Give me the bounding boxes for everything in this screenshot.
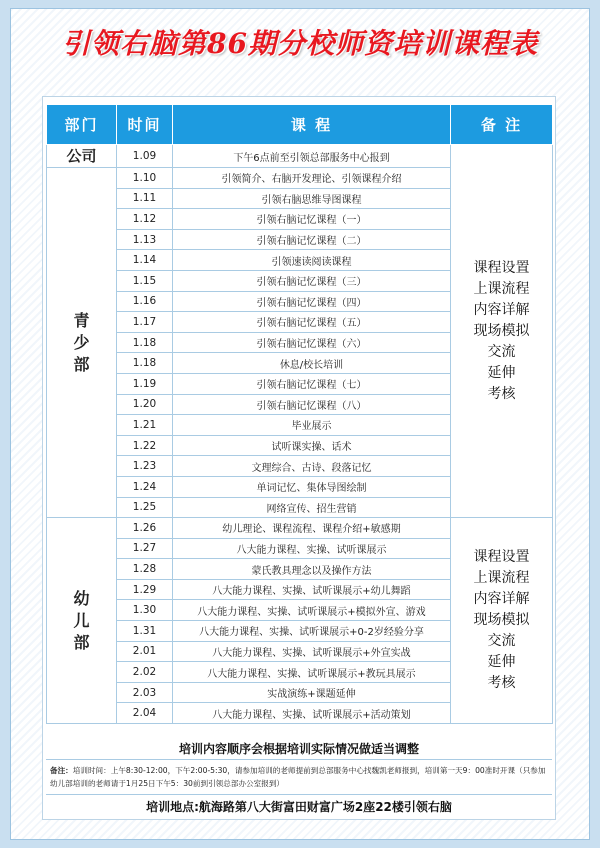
note-line: 考核 bbox=[487, 675, 516, 692]
note-line: 上课流程 bbox=[473, 570, 530, 587]
dept-kids bbox=[47, 518, 117, 724]
row-course: 幼儿理论、课程流程、课程介绍+敏感期 bbox=[173, 518, 451, 539]
note-line: 现场模拟 bbox=[473, 322, 530, 339]
row-course: 引领右脑记忆课程（八） bbox=[173, 394, 451, 415]
schedule-table bbox=[46, 104, 553, 724]
row-date: 1.19 bbox=[117, 373, 173, 394]
venue: 培训地点:航海路第八大街富田财富广场2座22楼引领右脑 bbox=[46, 794, 552, 816]
row-course: 引领右脑记忆课程（七） bbox=[173, 373, 451, 394]
row-course: 休息/校长培训 bbox=[173, 353, 451, 374]
row-course: 蒙氏教具理念以及操作方法 bbox=[173, 559, 451, 580]
row-course: 引领右脑记忆课程（三） bbox=[173, 270, 451, 291]
row-date: 1.18 bbox=[117, 353, 173, 374]
row-date: 1.23 bbox=[117, 456, 173, 477]
dept-char: 部 bbox=[73, 632, 90, 652]
row-course: 实战演练+课题延伸 bbox=[173, 682, 451, 703]
note-line: 现场模拟 bbox=[473, 612, 530, 629]
row-date: 1.27 bbox=[117, 538, 173, 559]
row-course: 八大能力课程、实操、试听课展示+0-2岁经验分享 bbox=[173, 621, 451, 642]
row-course: 引领右脑记忆课程（一） bbox=[173, 209, 451, 230]
row-date: 1.29 bbox=[117, 579, 173, 600]
header-row bbox=[47, 105, 553, 145]
row-course: 八大能力课程、实操、试听课展示+外宣实战 bbox=[173, 641, 451, 662]
remark-text: 培训时间：上午8:30-12:00，下午2:00-5:30，请参加培训的老师提前到总部服务中心找魏凯老师报到，培训第一天9：00准时开课（只参加幼儿部培训的老师请于1月25日下午5：30前到引领总部办公室报到） bbox=[50, 766, 546, 788]
row-course: 引领简介、右脑开发理论、引领课程介绍 bbox=[173, 168, 451, 189]
header-dept: 部门 bbox=[47, 105, 117, 145]
dept-char: 幼 bbox=[73, 588, 90, 608]
row-date: 1.20 bbox=[117, 394, 173, 415]
row-course: 网络宣传、招生营销 bbox=[173, 497, 451, 518]
note-line: 交流 bbox=[487, 633, 516, 650]
row-course: 八大能力课程、实操、试听课展示+活动策划 bbox=[173, 703, 451, 724]
row-date: 1.18 bbox=[117, 332, 173, 353]
row-date: 1.13 bbox=[117, 229, 173, 250]
page-title: 引领右脑第86期分校师资培训课程表 bbox=[62, 27, 538, 60]
header-note: 备 注 bbox=[451, 105, 553, 145]
row-date: 1.15 bbox=[117, 270, 173, 291]
table-row bbox=[47, 145, 553, 168]
row-course: 八大能力课程、实操、试听课展示+模拟外宣、游戏 bbox=[173, 600, 451, 621]
dept-char: 部 bbox=[73, 354, 90, 374]
row-course: 引领右脑思维导图课程 bbox=[173, 188, 451, 209]
row-course: 毕业展示 bbox=[173, 415, 451, 436]
row-course: 引领右脑记忆课程（二） bbox=[173, 229, 451, 250]
note-line: 延伸 bbox=[487, 364, 516, 381]
note-line: 交流 bbox=[487, 343, 516, 360]
dept-youth bbox=[47, 168, 117, 518]
note-line: 考核 bbox=[487, 385, 516, 402]
row-course: 八大能力课程、实操、试听课展示+幼儿舞蹈 bbox=[173, 579, 451, 600]
table-row bbox=[47, 518, 553, 539]
note-line: 延伸 bbox=[487, 654, 516, 671]
schedule-body bbox=[47, 145, 553, 724]
row-date: 1.30 bbox=[117, 600, 173, 621]
row-date: 1.22 bbox=[117, 435, 173, 456]
dept-char: 青 bbox=[73, 310, 90, 330]
row-course: 八大能力课程、实操、试听课展示+教玩具展示 bbox=[173, 662, 451, 683]
row-date: 1.16 bbox=[117, 291, 173, 312]
adjustment-notice: 培训内容顺序会根据培训实际情况做适当调整 bbox=[46, 738, 552, 760]
row-course: 八大能力课程、实操、试听课展示 bbox=[173, 538, 451, 559]
remark bbox=[50, 764, 550, 790]
row-date: 1.10 bbox=[117, 168, 173, 189]
row-date: 1.26 bbox=[117, 518, 173, 539]
row-date: 1.11 bbox=[117, 188, 173, 209]
note-line: 课程设置 bbox=[473, 259, 530, 276]
row-course: 引领右脑记忆课程（六） bbox=[173, 332, 451, 353]
row-date: 1.14 bbox=[117, 250, 173, 271]
row-course: 试听课实操、话术 bbox=[173, 435, 451, 456]
row-date: 1.31 bbox=[117, 621, 173, 642]
row-note bbox=[451, 145, 553, 518]
dept-char: 少 bbox=[73, 332, 90, 352]
row-date: 1.09 bbox=[117, 145, 173, 168]
row-date: 2.03 bbox=[117, 682, 173, 703]
note-line: 内容详解 bbox=[473, 591, 530, 608]
row-course: 引领右脑记忆课程（五） bbox=[173, 312, 451, 333]
row-date: 1.28 bbox=[117, 559, 173, 580]
note-line: 课程设置 bbox=[473, 549, 530, 566]
row-date: 2.02 bbox=[117, 662, 173, 683]
dept-company: 公司 bbox=[47, 145, 117, 168]
row-date: 1.21 bbox=[117, 415, 173, 436]
row-date: 1.24 bbox=[117, 476, 173, 497]
row-date: 2.01 bbox=[117, 641, 173, 662]
row-course: 文理综合、古诗、段落记忆 bbox=[173, 456, 451, 477]
row-course: 单词记忆、集体导图绘制 bbox=[173, 476, 451, 497]
row-date: 1.12 bbox=[117, 209, 173, 230]
row-date: 2.04 bbox=[117, 703, 173, 724]
remark-label: 备注： bbox=[50, 766, 73, 775]
row-course: 引领速读阅读课程 bbox=[173, 250, 451, 271]
note-line: 内容详解 bbox=[473, 301, 530, 318]
row-date: 1.25 bbox=[117, 497, 173, 518]
row-course: 下午6点前至引领总部服务中心报到 bbox=[173, 145, 451, 168]
row-note bbox=[451, 518, 553, 724]
row-date: 1.17 bbox=[117, 312, 173, 333]
header-time: 时间 bbox=[117, 105, 173, 145]
note-line: 上课流程 bbox=[473, 280, 530, 297]
dept-char: 儿 bbox=[73, 610, 90, 630]
row-course: 引领右脑记忆课程（四） bbox=[173, 291, 451, 312]
header-course: 课 程 bbox=[173, 105, 451, 145]
